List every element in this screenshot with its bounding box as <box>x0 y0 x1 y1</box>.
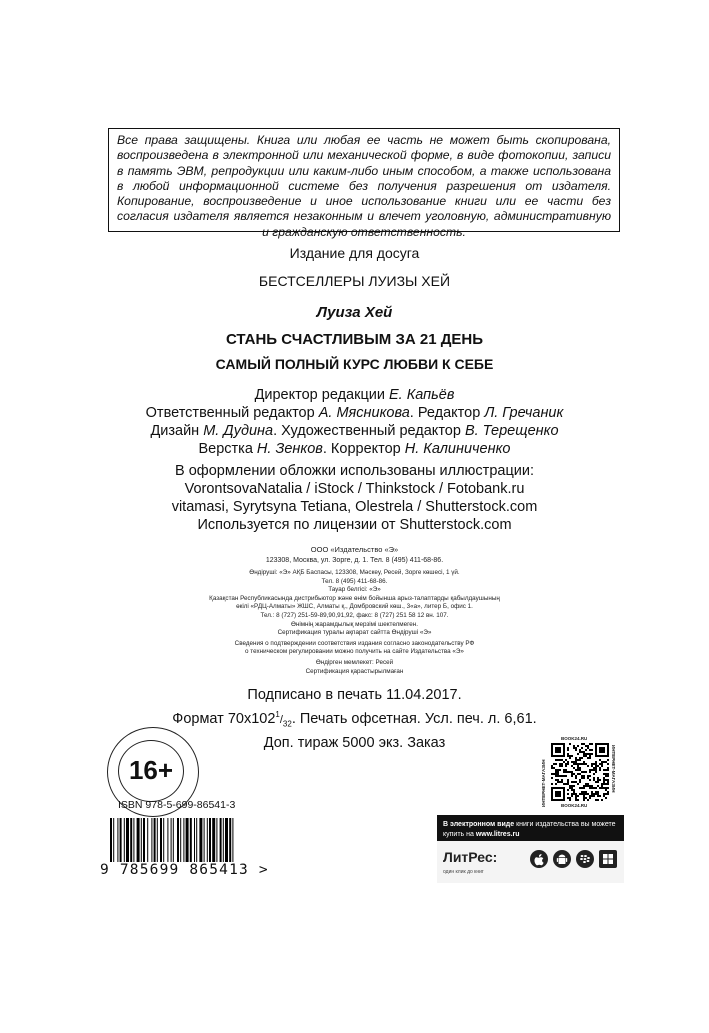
credit-line-4 <box>0 440 709 458</box>
credit-label: Дизайн <box>150 423 204 439</box>
credit-line-2 <box>0 404 709 422</box>
format-suffix: . Печать офсетная. Усл. печ. л. 6,61. <box>291 710 537 727</box>
credit-name: А. Мясникова <box>318 405 410 421</box>
qr-block <box>541 736 621 811</box>
publisher-line: о техническом регулировании можно получить на сайте Издательства «Э» <box>245 648 464 656</box>
litres-banner[interactable] <box>437 815 624 883</box>
illustration-line: Используется по лицензии от Shutterstock.com <box>197 517 512 533</box>
publisher-line: Өндіруші: «Э» АҚБ Баспасы, 123308, Мәскеу, Ресей, Зорге көшесі, 1 үй. <box>249 569 460 576</box>
age-rating-inner <box>118 740 184 802</box>
credit-name: Н. Калиниченко <box>404 441 511 457</box>
credit-line-3 <box>0 422 709 440</box>
apple-icon <box>530 850 548 868</box>
age-rating-text: 16+ <box>128 755 174 785</box>
litres-site[interactable]: www.litres.ru <box>475 831 520 838</box>
qr-side-right: ИНТЕРНЕТ-МАГАЗИН <box>611 745 616 793</box>
edition-type: Издание для досуга <box>289 245 420 261</box>
litres-bold: В электронном виде <box>443 821 515 828</box>
print-run: Доп. тираж 5000 экз. Заказ <box>263 734 446 751</box>
litres-bottom <box>437 841 624 883</box>
barcode-bars <box>110 818 233 866</box>
book-subtitle: САМЫЙ ПОЛНЫЙ КУРС ЛЮБВИ К СЕБЕ <box>215 356 494 372</box>
litres-line1: книги издательства вы можете <box>514 821 616 828</box>
credit-label: Ответственный редактор <box>145 405 319 421</box>
publisher-line: Сертификация қарастырылмаған <box>305 667 404 675</box>
credit-label: . Корректор <box>322 441 405 457</box>
publisher-line: өкілі «РДЦ-Алматы» ЖШС, Алматы қ., Домбровский көш., 3«а», литер Б, офис 1. <box>236 603 473 611</box>
publisher-address: 123308, Москва, ул. Зорге, д. 1. Тел. 8 (495) 411-68-86. <box>265 557 444 564</box>
publisher-line: Сертификация туралы ақпарат сайтта Өндіруші «Э» <box>277 629 432 637</box>
credit-name: Н. Зенков <box>256 441 323 457</box>
litres-logo: ЛитРес: <box>443 849 498 865</box>
qr-site-bottom: BOOK24.RU <box>561 803 588 808</box>
credit-label: Верстка <box>198 441 257 457</box>
windows-icon <box>599 850 617 868</box>
android-icon <box>553 850 571 868</box>
format-denominator: 32 <box>282 719 292 729</box>
credit-label: Директор редакции <box>254 387 389 403</box>
isbn: ISBN 978-5-699-86541-3 <box>118 799 236 811</box>
publisher-line: Қазақстан Республикасында дистрибьютор және өнім бойынша арыз-талаптарды қабылдаушының <box>209 594 500 602</box>
credit-line-1 <box>0 386 709 404</box>
illustration-line: В оформлении обложки использованы иллюстрации: <box>175 463 534 479</box>
series-name: БЕСТСЕЛЛЕРЫ ЛУИЗЫ ХЕЙ <box>258 273 451 289</box>
rights-notice: Все права защищены. Книга или любая ее часть не может быть скопирована, воспроизведена в электронной или механической форме, в виде фотокопии, записи в память ЭВМ, репродукции или каким-либо иным способом, а также использована в любой информационной системе без получения разрешения от издателя. Копирование, воспроизведение и иное использование книги или ее части без согласия издателя является незаконным и влечет уголовную, административную и гражданскую ответственность. <box>108 128 620 232</box>
qr-code <box>551 743 609 801</box>
credit-name: Л. Гречаник <box>484 405 564 421</box>
qr-side-left: ИНТЕРНЕТ-МАГАЗИН <box>541 759 546 807</box>
credits <box>0 386 709 458</box>
credit-name: Е. Капьёв <box>388 387 455 403</box>
litres-text <box>443 820 616 840</box>
illustration-line: vitamasi, Syrytsyna Tetiana, Olestrela / Shutterstock.com <box>171 499 538 515</box>
print-signed: Подписано в печать 11.04.2017. <box>247 687 462 703</box>
publisher-line: Тел. 8 (495) 411-68-86. <box>321 577 388 585</box>
publisher-line: Өндірген мемлекет: Ресей <box>315 658 394 666</box>
publisher-line: Сведения о подтверждении соответствия издания согласно законодательству РФ <box>234 639 475 647</box>
credit-name: В. Терещенко <box>464 423 559 439</box>
book-title: СТАНЬ СЧАСТЛИВЫМ ЗА 21 ДЕНЬ <box>225 331 484 348</box>
blackberry-icon <box>576 850 594 868</box>
publisher-line: Тауар белгісі: «Э» <box>328 586 381 594</box>
illustration-line: VorontsovaNatalia / iStock / Thinkstock / Fotobank.ru <box>184 481 525 497</box>
litres-line2-prefix: купить на <box>443 831 476 838</box>
credit-name: М. Дудина <box>203 423 274 439</box>
publisher-line: Тел.: 8 (727) 251-59-89,90,91,92, факс: 8 (727) 251 58 12 вн. 107. <box>260 611 449 619</box>
format-prefix: Формат 70x102 <box>172 710 276 727</box>
barcode-digits: 9 785699 865413 > <box>100 862 290 878</box>
publisher-name: ООО «Издательство «Э» <box>310 545 399 554</box>
author-name: Луиза Хей <box>316 304 393 321</box>
print-format: Формат $70x102^1/_{32}$. Печать офсетная. Усл. печ. л. 6,61. <box>172 710 537 729</box>
format-numerator: 1 <box>275 710 280 719</box>
publisher-info <box>0 545 709 676</box>
illustration-credits <box>0 462 709 534</box>
credit-label: . Художественный редактор <box>273 423 465 439</box>
qr-site-top: BOOK24.RU <box>561 736 588 741</box>
publisher-line: Өнімнің жарамдылық мерзімі шектелмеген. <box>290 620 419 628</box>
credit-label: . Редактор <box>409 405 485 421</box>
litres-slogan: один клик до книг <box>443 869 484 875</box>
